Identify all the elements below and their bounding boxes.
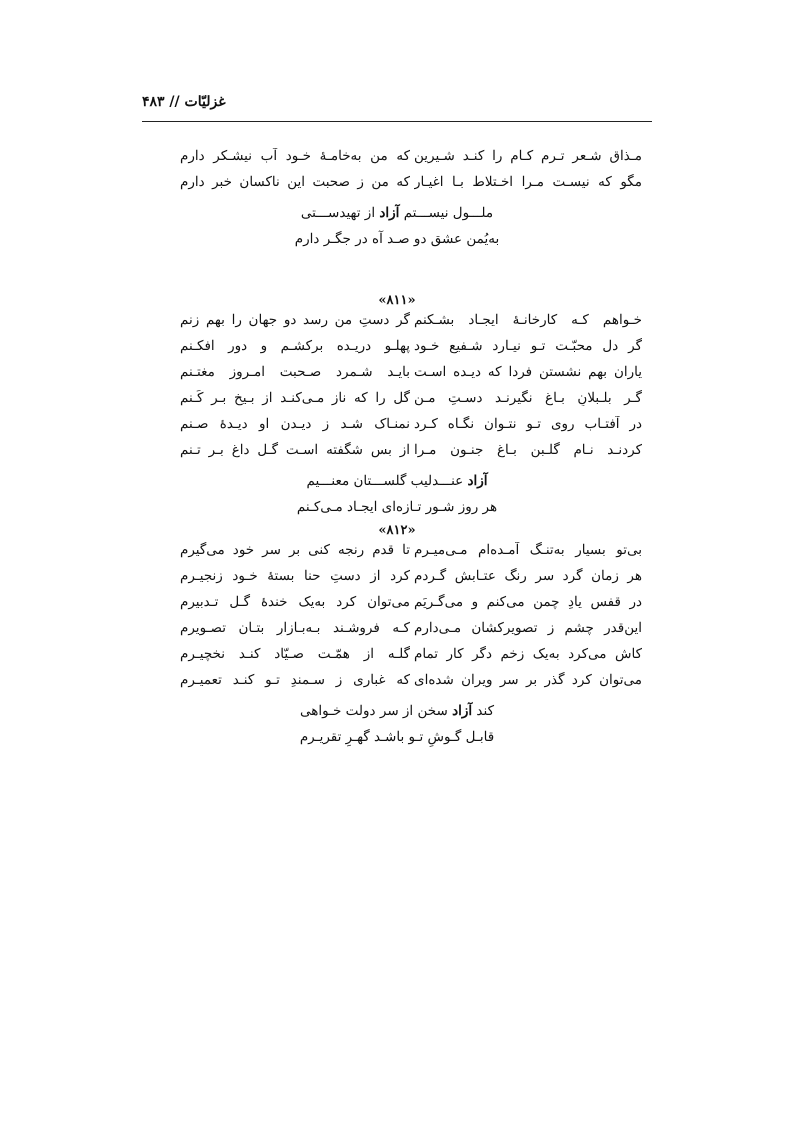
hemistich-second: کـه فروشـند بـه‌بـازارِ بتـان تصـویرم: [180, 620, 410, 636]
hemistich-second: گر دستِ من رسد دو جهان را بهم زنم: [180, 312, 410, 328]
closing-line: [142, 468, 652, 494]
hemistich-first: مگو که نیسـت مـرا اخـتلاط بـا اغیـار: [414, 174, 642, 190]
couplet: [142, 148, 652, 174]
hemistich-second: که من به‌خامـهٔ خـود آب نیشـکر دارم: [180, 148, 410, 164]
couplet: [142, 646, 652, 672]
poem-810-end: [142, 148, 652, 252]
hemistich-first: مـذاق شـعر تـرم کـام را کنـد شـیرین: [414, 148, 642, 164]
header-rule: [142, 121, 652, 122]
closing-line: [142, 226, 652, 252]
poem-812: [142, 520, 652, 750]
closing-text: به‌یُمن عشق دو صـد آه در جگـر دارم: [294, 231, 500, 247]
hemistich-second: نمنـاک شـد ز دیـدن او دیـدهٔ صـنم: [180, 416, 410, 432]
couplet: [142, 364, 652, 390]
hemistich-second: بایـد شـمرد صـحبت امـروز مغتـنم: [180, 364, 410, 380]
poem-number: «۸۱۱»: [378, 293, 416, 308]
hemistich-first: گـر بلـبلانِ بـاغ نگیرنـد دسـتِ مـن: [414, 390, 642, 406]
couplet: [142, 312, 652, 338]
couplet: [142, 174, 652, 200]
couplet: [142, 390, 652, 416]
hemistich-second: گلـه از همّـت صـیّاد کنـد نخچیـرم: [180, 646, 410, 662]
hemistich-first: می‌توان کرد گذر بر سر ویران شده‌ای: [414, 672, 642, 688]
hemistich-second: پهلـو دریـده برکشـم و دور افکـنم: [180, 338, 410, 354]
closing-line: [142, 724, 652, 750]
couplet: [142, 568, 652, 594]
hemistich-second: که غباری ز سـمندِ تـو کنـد تعمیـرم: [180, 672, 410, 688]
couplet: [142, 442, 652, 468]
hemistich-first: یاران بهم نشستن فردا که دیـده اسـت: [414, 364, 642, 380]
couplet: [142, 672, 652, 698]
header-title: غزلیّات // ۴۸۳: [142, 94, 226, 110]
hemistich-second: می‌توان کرد به‌یک خندهٔ گـل تـدبیرم: [180, 594, 410, 610]
hemistich-first: هر زمان گرد سر رنگ عتـابش گـردم: [414, 568, 642, 584]
couplet: [142, 416, 652, 442]
closing-text: سخن از سر دولت خـواهی: [299, 703, 453, 719]
couplet: [142, 542, 652, 568]
hemistich-second: که من ز صحبت این ناکسان خبر دارم: [180, 174, 410, 190]
couplet: [142, 620, 652, 646]
hemistich-first: در قفس یادِ چمن می‌کنم و می‌گـریَم: [414, 594, 642, 610]
hemistich-second: گل را که ناز مـی‌کنـد از بـیخ بـر کَـنم: [180, 390, 410, 406]
poet-pen-name: آزاد: [379, 205, 400, 221]
closing-line: [142, 200, 652, 226]
hemistich-first: کردنـد نـام گلـبن بـاغ جنـون مـرا: [414, 442, 642, 458]
closing-text: کند: [472, 703, 495, 719]
running-header: [142, 94, 652, 122]
hemistich-first: کاش می‌کرد به‌یک زخم دگر کار تمام: [414, 646, 642, 662]
closing-line: [142, 494, 652, 520]
hemistich-first: گر دل محبّـت تـو نیـارد شـفیع خـود: [414, 338, 642, 354]
closing-line: [142, 698, 652, 724]
hemistich-first: این‌قدر چشم ز تصویرکشان مـی‌دارم: [414, 620, 642, 636]
hemistich-first: خـواهم کـه کارخانـهٔ ایجـاد بشـکنم: [414, 312, 642, 328]
closing-text: ملـــول نیســـتم: [399, 205, 494, 221]
couplet: [142, 338, 652, 364]
poet-pen-name: آزاد: [467, 473, 488, 489]
closing-text: عنـــدلیب گلســـتان معنـــیم: [306, 473, 468, 489]
poet-pen-name: آزاد: [452, 703, 473, 719]
hemistich-first: در آفتـاب روی تـو نتـوان نگـاه کـرد: [414, 416, 642, 432]
poem-number: «۸۱۲»: [378, 523, 416, 538]
hemistich-first: بی‌تو بسیار به‌تنـگ آمـده‌ام مـی‌میـرم: [414, 542, 642, 558]
hemistich-second: تا قدم رنجه کنی بر سر خود می‌گیرم: [180, 542, 410, 558]
hemistich-second: از بس شگفته اسـت گـل داغ بـر تـنم: [180, 442, 410, 458]
couplet: [142, 594, 652, 620]
poem-811: [142, 290, 652, 520]
closing-text: از تهیدســـتی: [300, 205, 380, 221]
closing-text: هر روز شـور تـازه‌ای ایجـاد مـی‌کـنم: [296, 499, 498, 515]
hemistich-second: کرد از دستِ حنا بستهٔ خـود زنجیـرم: [180, 568, 410, 584]
closing-text: قابـل گـوشِ تـو باشـد گهـرِ تقریـرم: [299, 729, 495, 745]
